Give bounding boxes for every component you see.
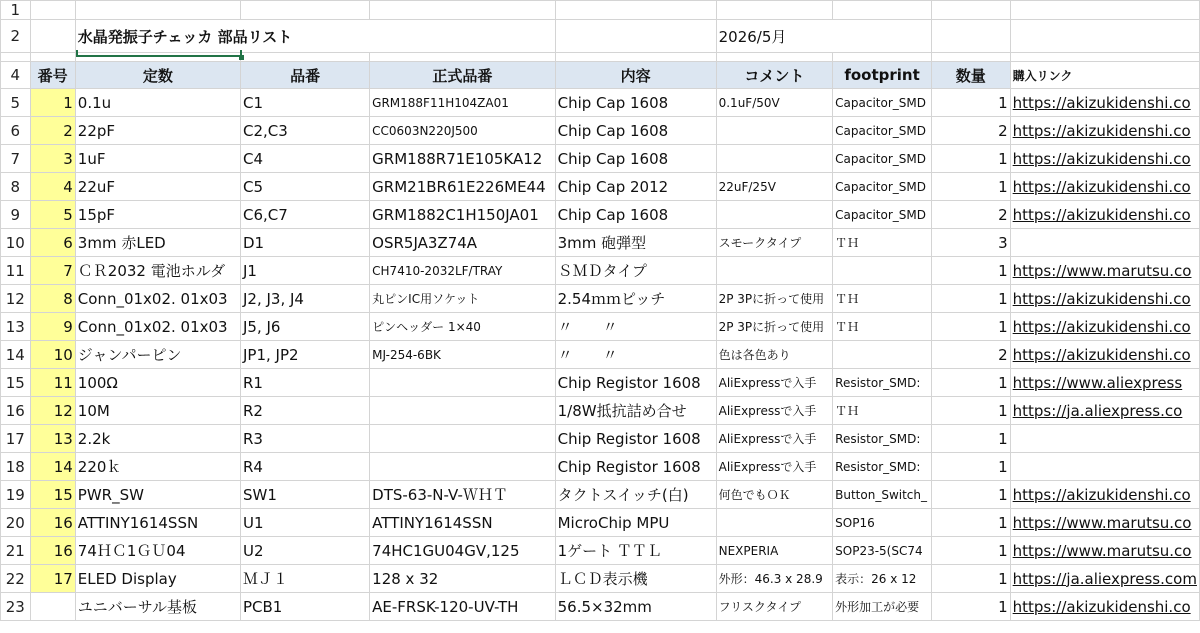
cell-desc[interactable]: 3mm 砲弾型 bbox=[555, 229, 716, 257]
cell-no[interactable]: 17 bbox=[30, 565, 75, 593]
cell-footprint[interactable]: Capacitor_SMD bbox=[833, 173, 932, 201]
row-header[interactable]: 4 bbox=[1, 62, 31, 89]
cell-part[interactable]: MJ-254-6BK bbox=[370, 341, 555, 369]
cell-no[interactable]: 10 bbox=[30, 341, 75, 369]
cell-desc[interactable]: タクトスイッチ(白) bbox=[555, 481, 716, 509]
row-header[interactable]: 14 bbox=[1, 341, 31, 369]
cell-desc[interactable]: Chip Cap 1608 bbox=[555, 117, 716, 145]
table-row bbox=[1, 229, 1200, 257]
cell[interactable] bbox=[30, 53, 75, 62]
header-link[interactable]: 購入リンク bbox=[1010, 62, 1199, 89]
header-ref[interactable]: 品番 bbox=[241, 62, 370, 89]
cell-no[interactable]: 6 bbox=[30, 229, 75, 257]
table-row bbox=[1, 397, 1200, 425]
cell[interactable] bbox=[833, 53, 932, 62]
cell-footprint[interactable] bbox=[833, 341, 932, 369]
cell-qty[interactable]: 1 bbox=[931, 565, 1010, 593]
cell-footprint[interactable]: ＴＨ bbox=[833, 229, 932, 257]
cell-footprint[interactable]: Capacitor_SMD bbox=[833, 117, 932, 145]
cell-comment[interactable]: 色は各色あり bbox=[716, 341, 833, 369]
cell-link[interactable]: https://ja.aliexpress.co bbox=[1010, 397, 1199, 425]
cell-part[interactable]: CH7410-2032LF/TRAY bbox=[370, 257, 555, 285]
cell[interactable] bbox=[370, 53, 555, 62]
cell-qty[interactable]: 1 bbox=[931, 313, 1010, 341]
row-header[interactable]: 20 bbox=[1, 509, 31, 537]
cell[interactable] bbox=[931, 20, 1010, 53]
cell-link[interactable]: https://akizukidenshi.co bbox=[1010, 89, 1199, 117]
cell-part[interactable] bbox=[370, 369, 555, 397]
cell-desc[interactable]: ＳＭＤタイプ bbox=[555, 257, 716, 285]
cell-link[interactable]: https://akizukidenshi.co bbox=[1010, 117, 1199, 145]
cell-no[interactable]: 8 bbox=[30, 285, 75, 313]
cell-value[interactable]: 10M bbox=[75, 397, 240, 425]
cell-desc[interactable]: Chip Registor 1608 bbox=[555, 425, 716, 453]
table-row bbox=[1, 89, 1200, 117]
cell-comment[interactable]: スモークタイプ bbox=[716, 229, 833, 257]
cell-selection bbox=[76, 50, 242, 57]
cell[interactable] bbox=[931, 1, 1010, 20]
cell-desc[interactable]: Chip Registor 1608 bbox=[555, 369, 716, 397]
sheet-title[interactable]: 水晶発振子チェッカ 部品リスト bbox=[75, 20, 555, 53]
cell-part[interactable]: 74HC1GU04GV,125 bbox=[370, 537, 555, 565]
cell-footprint[interactable]: Capacitor_SMD bbox=[833, 89, 932, 117]
cell[interactable] bbox=[30, 20, 75, 53]
cell-comment[interactable]: 0.1uF/50V bbox=[716, 89, 833, 117]
cell-footprint[interactable]: Resistor_SMD: bbox=[833, 453, 932, 481]
cell-footprint[interactable]: 外形加工が必要 bbox=[833, 593, 932, 621]
cell-desc[interactable]: Chip Cap 2012 bbox=[555, 173, 716, 201]
cell[interactable] bbox=[1010, 20, 1199, 53]
cell-qty[interactable]: 3 bbox=[931, 229, 1010, 257]
cell-value[interactable]: ATTINY1614SSN bbox=[75, 509, 240, 537]
cell-qty[interactable]: 1 bbox=[931, 425, 1010, 453]
cell-value[interactable]: 100Ω bbox=[75, 369, 240, 397]
cell-ref[interactable]: U1 bbox=[241, 509, 370, 537]
cell-qty[interactable]: 1 bbox=[931, 593, 1010, 621]
cell-link[interactable]: https://akizukidenshi.co bbox=[1010, 201, 1199, 229]
cell-desc[interactable]: 56.5×32mm bbox=[555, 593, 716, 621]
cell-link[interactable] bbox=[1010, 453, 1199, 481]
cell-qty[interactable]: 1 bbox=[931, 89, 1010, 117]
cell-link[interactable] bbox=[1010, 229, 1199, 257]
cell-desc[interactable]: 1ゲート ＴＴＬ bbox=[555, 537, 716, 565]
cell-part[interactable]: ATTINY1614SSN bbox=[370, 509, 555, 537]
cell-value[interactable]: 220ｋ bbox=[75, 453, 240, 481]
cell-qty[interactable]: 1 bbox=[931, 369, 1010, 397]
fill-handle[interactable] bbox=[239, 55, 244, 60]
table-row bbox=[1, 481, 1200, 509]
cell-comment[interactable]: AliExpressで入手 bbox=[716, 397, 833, 425]
cell[interactable] bbox=[833, 1, 932, 20]
cell-part[interactable]: 丸ピンIC用ソケット bbox=[370, 285, 555, 313]
table-row bbox=[1, 453, 1200, 481]
cell-no[interactable]: 3 bbox=[30, 145, 75, 173]
table-row bbox=[1, 425, 1200, 453]
cell-qty[interactable]: 1 bbox=[931, 145, 1010, 173]
cell-comment[interactable] bbox=[716, 201, 833, 229]
sheet-row-2 bbox=[1, 20, 1200, 53]
cell-comment[interactable]: 2P 3Pに折って使用 bbox=[716, 285, 833, 313]
cell-no[interactable]: 16 bbox=[30, 537, 75, 565]
row-header[interactable]: 16 bbox=[1, 397, 31, 425]
cell-part[interactable]: AE-FRSK-120-UV-TH bbox=[370, 593, 555, 621]
cell[interactable] bbox=[716, 53, 833, 62]
cell-qty[interactable]: 1 bbox=[931, 285, 1010, 313]
cell-desc[interactable]: 2.54ｍｍピッチ bbox=[555, 285, 716, 313]
cell-footprint[interactable]: Resistor_SMD: bbox=[833, 425, 932, 453]
cell-qty[interactable]: 1 bbox=[931, 453, 1010, 481]
cell-value[interactable]: 15pF bbox=[75, 201, 240, 229]
row-header[interactable]: 7 bbox=[1, 145, 31, 173]
table-row bbox=[1, 117, 1200, 145]
cell-ref[interactable]: ＭＪ１ bbox=[241, 565, 370, 593]
cell-footprint[interactable]: SOP23-5(SC74 bbox=[833, 537, 932, 565]
cell-no[interactable]: 15 bbox=[30, 481, 75, 509]
header-qty[interactable]: 数量 bbox=[931, 62, 1010, 89]
cell-ref[interactable]: JP1, JP2 bbox=[241, 341, 370, 369]
cell-link[interactable]: https://akizukidenshi.co bbox=[1010, 173, 1199, 201]
cell-footprint[interactable]: Resistor_SMD: bbox=[833, 369, 932, 397]
row-header[interactable]: 1 bbox=[1, 1, 31, 20]
header-comment[interactable]: コメント bbox=[716, 62, 833, 89]
cell-qty[interactable]: 1 bbox=[931, 173, 1010, 201]
cell-ref[interactable]: SW1 bbox=[241, 481, 370, 509]
cell[interactable] bbox=[370, 1, 555, 20]
cell-no[interactable]: 11 bbox=[30, 369, 75, 397]
row-header[interactable]: 10 bbox=[1, 229, 31, 257]
cell-qty[interactable]: 2 bbox=[931, 201, 1010, 229]
cell-footprint[interactable]: 表示：26 x 12 bbox=[833, 565, 932, 593]
cell-desc[interactable]: 〃 〃 bbox=[555, 341, 716, 369]
cell-value[interactable]: PWR_SW bbox=[75, 481, 240, 509]
cell-value[interactable]: 22pF bbox=[75, 117, 240, 145]
cell-link[interactable]: https://www.aliexpress bbox=[1010, 369, 1199, 397]
cell-no[interactable]: 4 bbox=[30, 173, 75, 201]
row-header[interactable] bbox=[1, 53, 31, 62]
cell-ref[interactable]: C2,C3 bbox=[241, 117, 370, 145]
cell-footprint[interactable]: ＴＨ bbox=[833, 285, 932, 313]
table-row bbox=[1, 313, 1200, 341]
table-row bbox=[1, 369, 1200, 397]
header-no[interactable]: 番号 bbox=[30, 62, 75, 89]
cell-value[interactable]: 0.1u bbox=[75, 89, 240, 117]
cell[interactable] bbox=[555, 20, 716, 53]
cell-ref[interactable]: C1 bbox=[241, 89, 370, 117]
cell-part[interactable] bbox=[370, 397, 555, 425]
cell-footprint[interactable]: ＴＨ bbox=[833, 313, 932, 341]
cell[interactable] bbox=[241, 1, 370, 20]
cell-comment[interactable]: AliExpressで入手 bbox=[716, 453, 833, 481]
cell[interactable] bbox=[555, 53, 716, 62]
row-header[interactable]: 6 bbox=[1, 117, 31, 145]
cell-comment[interactable]: 2P 3Pに折って使用 bbox=[716, 313, 833, 341]
cell-link[interactable]: https://akizukidenshi.co bbox=[1010, 341, 1199, 369]
cell-desc[interactable]: ＬＣＤ表示機 bbox=[555, 565, 716, 593]
cell-no[interactable]: 14 bbox=[30, 453, 75, 481]
table-row bbox=[1, 201, 1200, 229]
table-row bbox=[1, 509, 1200, 537]
cell[interactable] bbox=[30, 1, 75, 20]
header-value[interactable]: 定数 bbox=[75, 62, 240, 89]
cell-no[interactable]: 7 bbox=[30, 257, 75, 285]
cell-no[interactable]: 16 bbox=[30, 509, 75, 537]
cell-ref[interactable]: R3 bbox=[241, 425, 370, 453]
cell-part[interactable]: GRM21BR61E226ME44 bbox=[370, 173, 555, 201]
header-part[interactable]: 正式品番 bbox=[370, 62, 555, 89]
cell-value[interactable]: Conn_01x02. 01x03 bbox=[75, 285, 240, 313]
cell[interactable] bbox=[931, 53, 1010, 62]
cell-link[interactable]: https://akizukidenshi.co bbox=[1010, 481, 1199, 509]
cell-value[interactable]: 2.2k bbox=[75, 425, 240, 453]
sheet-row-1 bbox=[1, 1, 1200, 20]
cell[interactable] bbox=[75, 1, 240, 20]
cell-part[interactable]: GRM188R71E105KA12 bbox=[370, 145, 555, 173]
cell-link[interactable]: https://www.marutsu.co bbox=[1010, 509, 1199, 537]
cell-value[interactable]: ジャンパーピン bbox=[75, 341, 240, 369]
cell-comment[interactable] bbox=[716, 117, 833, 145]
header-desc[interactable]: 内容 bbox=[555, 62, 716, 89]
cell-no[interactable]: 12 bbox=[30, 397, 75, 425]
cell-desc[interactable]: Chip Cap 1608 bbox=[555, 89, 716, 117]
row-header[interactable]: 23 bbox=[1, 593, 31, 621]
cell-part[interactable]: ピンヘッダー 1×40 bbox=[370, 313, 555, 341]
cell-comment[interactable]: AliExpressで入手 bbox=[716, 369, 833, 397]
cell-part[interactable]: 128 x 32 bbox=[370, 565, 555, 593]
row-header[interactable]: 8 bbox=[1, 173, 31, 201]
table-row bbox=[1, 173, 1200, 201]
cell-value[interactable]: ユニバーサル基板 bbox=[75, 593, 240, 621]
row-header[interactable]: 13 bbox=[1, 313, 31, 341]
cell-ref[interactable]: PCB1 bbox=[241, 593, 370, 621]
table-row bbox=[1, 257, 1200, 285]
cell-part[interactable] bbox=[370, 453, 555, 481]
cell-footprint[interactable]: Button_Switch_ bbox=[833, 481, 932, 509]
row-header[interactable]: 9 bbox=[1, 201, 31, 229]
cell-comment[interactable]: NEXPERIA bbox=[716, 537, 833, 565]
cell-ref[interactable]: R4 bbox=[241, 453, 370, 481]
cell-comment[interactable] bbox=[716, 257, 833, 285]
cell-part[interactable]: OSR5JA3Z74A bbox=[370, 229, 555, 257]
cell-part[interactable]: DTS-63-N-V-ＷＨＴ bbox=[370, 481, 555, 509]
cell-footprint[interactable]: Capacitor_SMD bbox=[833, 201, 932, 229]
cell-qty[interactable]: 2 bbox=[931, 341, 1010, 369]
cell-part[interactable]: GRM1882C1H150JA01 bbox=[370, 201, 555, 229]
cell-link[interactable]: https://www.marutsu.co bbox=[1010, 537, 1199, 565]
row-header[interactable]: 18 bbox=[1, 453, 31, 481]
cell-value[interactable]: Conn_01x02. 01x03 bbox=[75, 313, 240, 341]
cell-desc[interactable]: 〃 〃 bbox=[555, 313, 716, 341]
cell-ref[interactable]: J2, J3, J4 bbox=[241, 285, 370, 313]
cell-part[interactable]: CC0603N220J500 bbox=[370, 117, 555, 145]
cell-link[interactable]: https://www.marutsu.co bbox=[1010, 257, 1199, 285]
cell-desc[interactable]: 1/8W抵抗詰め合せ bbox=[555, 397, 716, 425]
cell-ref[interactable]: C5 bbox=[241, 173, 370, 201]
cell-value[interactable]: ＣＲ2032 電池ホルダ bbox=[75, 257, 240, 285]
cell-qty[interactable]: 1 bbox=[931, 537, 1010, 565]
sheet-date[interactable]: 2026/5月 bbox=[716, 20, 931, 53]
row-header[interactable]: 11 bbox=[1, 257, 31, 285]
cell-ref[interactable]: D1 bbox=[241, 229, 370, 257]
cell-comment[interactable] bbox=[716, 145, 833, 173]
cell-ref[interactable]: C4 bbox=[241, 145, 370, 173]
cell-ref[interactable]: R2 bbox=[241, 397, 370, 425]
row-header[interactable]: 19 bbox=[1, 481, 31, 509]
cell-no[interactable]: 5 bbox=[30, 201, 75, 229]
table-row bbox=[1, 537, 1200, 565]
header-footprint[interactable]: footprint bbox=[833, 62, 932, 89]
cell-value[interactable]: 22uF bbox=[75, 173, 240, 201]
cell-qty[interactable]: 2 bbox=[931, 117, 1010, 145]
cell[interactable] bbox=[1010, 1, 1199, 20]
row-header[interactable]: 15 bbox=[1, 369, 31, 397]
cell-comment[interactable]: 22uF/25V bbox=[716, 173, 833, 201]
cell-no[interactable]: 13 bbox=[30, 425, 75, 453]
cell-part[interactable]: GRM188F11H104ZA01 bbox=[370, 89, 555, 117]
cell-footprint[interactable] bbox=[833, 257, 932, 285]
cell-ref[interactable]: R1 bbox=[241, 369, 370, 397]
cell-no[interactable]: 9 bbox=[30, 313, 75, 341]
cell-footprint[interactable]: ＴＨ bbox=[833, 397, 932, 425]
cell-no[interactable]: 2 bbox=[30, 117, 75, 145]
cell-comment[interactable]: 何色でもＯＫ bbox=[716, 481, 833, 509]
cell-qty[interactable]: 1 bbox=[931, 257, 1010, 285]
table-row bbox=[1, 593, 1200, 621]
header-row bbox=[1, 62, 1200, 89]
cell-no[interactable] bbox=[30, 593, 75, 621]
cell-ref[interactable]: U2 bbox=[241, 537, 370, 565]
cell-value[interactable]: 74ＨＣ1ＧＵ04 bbox=[75, 537, 240, 565]
cell-link[interactable]: https://ja.aliexpress.com bbox=[1010, 565, 1199, 593]
table-row bbox=[1, 565, 1200, 593]
cell-ref[interactable]: J5, J6 bbox=[241, 313, 370, 341]
cell[interactable] bbox=[241, 53, 370, 62]
cell-ref[interactable]: C6,C7 bbox=[241, 201, 370, 229]
cell-link[interactable]: https://akizukidenshi.co bbox=[1010, 313, 1199, 341]
cell-no[interactable]: 1 bbox=[30, 89, 75, 117]
cell-desc[interactable]: Chip Registor 1608 bbox=[555, 453, 716, 481]
table-row bbox=[1, 145, 1200, 173]
cell-desc[interactable]: Chip Cap 1608 bbox=[555, 145, 716, 173]
cell-value[interactable]: ELED Display bbox=[75, 565, 240, 593]
cell-comment[interactable] bbox=[716, 509, 833, 537]
table-row bbox=[1, 341, 1200, 369]
cell-part[interactable] bbox=[370, 425, 555, 453]
cell-value[interactable]: 3mm 赤LED bbox=[75, 229, 240, 257]
cell[interactable] bbox=[555, 1, 716, 20]
cell[interactable] bbox=[716, 1, 833, 20]
cell-link[interactable] bbox=[1010, 425, 1199, 453]
cell-footprint[interactable]: Capacitor_SMD bbox=[833, 145, 932, 173]
row-header[interactable]: 22 bbox=[1, 565, 31, 593]
cell-value[interactable]: 1uF bbox=[75, 145, 240, 173]
cell-desc[interactable]: MicroChip MPU bbox=[555, 509, 716, 537]
table-row bbox=[1, 285, 1200, 313]
cell-link[interactable]: https://akizukidenshi.co bbox=[1010, 593, 1199, 621]
cell-qty[interactable]: 1 bbox=[931, 509, 1010, 537]
row-header[interactable]: 21 bbox=[1, 537, 31, 565]
cell-qty[interactable]: 1 bbox=[931, 481, 1010, 509]
cell-desc[interactable]: Chip Cap 1608 bbox=[555, 201, 716, 229]
row-header[interactable]: 17 bbox=[1, 425, 31, 453]
row-header[interactable]: 5 bbox=[1, 89, 31, 117]
cell-comment[interactable]: 外形：46.3 x 28.9 bbox=[716, 565, 833, 593]
cell-link[interactable]: https://akizukidenshi.co bbox=[1010, 285, 1199, 313]
cell-comment[interactable]: AliExpressで入手 bbox=[716, 425, 833, 453]
cell-qty[interactable]: 1 bbox=[931, 397, 1010, 425]
cell-footprint[interactable]: SOP16 bbox=[833, 509, 932, 537]
row-header[interactable]: 12 bbox=[1, 285, 31, 313]
row-header[interactable]: 2 bbox=[1, 20, 31, 53]
cell-link[interactable]: https://akizukidenshi.co bbox=[1010, 145, 1199, 173]
cell-comment[interactable]: フリスクタイプ bbox=[716, 593, 833, 621]
cell-ref[interactable]: J1 bbox=[241, 257, 370, 285]
cell[interactable] bbox=[1010, 53, 1199, 62]
